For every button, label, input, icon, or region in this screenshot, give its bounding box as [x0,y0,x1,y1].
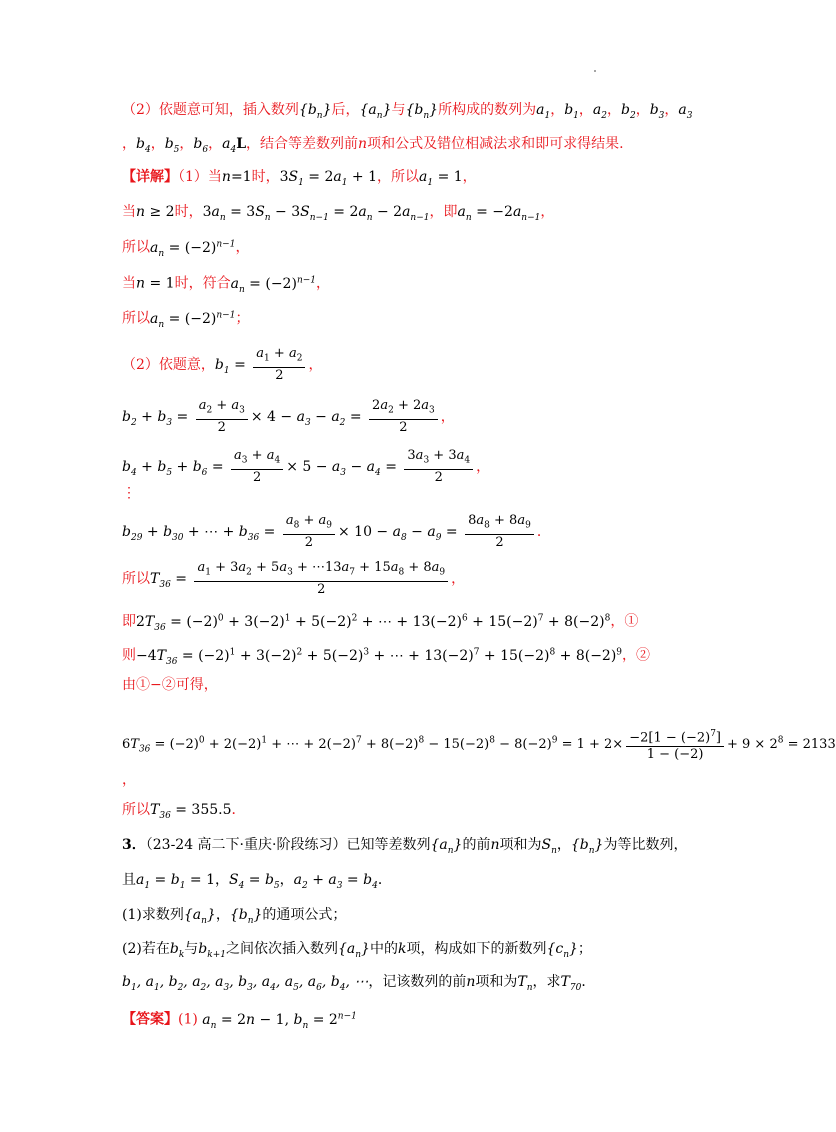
answer-line: 【答案】(1) $a_n = 2n - 1$, $b_n = 2^{n-1}$ [122,1011,357,1031]
answer-tag: 【答案】 [122,1011,178,1028]
p2-line-5: 所以$T_{36}$ = $\frac{a_1 + 3a_2 + 5a_3 + \cdots 13a_7 + 15a_8 + 8a_9}{2}$ ， [122,560,466,597]
vdots: ⋮ [122,485,136,501]
q3-line-3: (1)求数列$\{a_n\}$，$\{b_n\}$的通项公式； [122,907,347,926]
page-mark [594,70,596,72]
hint-line-2: ，$b_4$，$b_5$，$b_6$，$a_4L$，结合等差数列前n项和公式及错位相减法求和即可求得结果. [122,136,624,155]
detail-line-4: 当n = 1时，符合$a_n = (-2)^{n-1}$， [122,275,331,295]
p2-line-7: 则$-4T_{36} = (-2)^1 + 3(-2)^2 + 5(-2)^3$ + ⋯ + $13(-2)^7 + 15(-2)^8 + 8(-2)^9$，② [122,647,651,667]
p2-line-6: 即$2T_{36} = (-2)^0 + 3(-2)^1 + 5(-2)^2$ + ⋯ + $13(-2)^6 + 15(-2)^7 + 8(-2)^8$，① [122,613,639,633]
q3-line-4: (2)若在$b_k$与$b_{k+1}$之间依次插入数列$\{a_n\}$中的k项，构成如下的新数列$\{c_n\}$； [122,941,592,960]
p2-final: 所以$T_{36} = 355.5$． [122,802,246,821]
q3-line-5: $b_1$, $a_1$, $b_2$, $a_2$, $a_3$, $b_3$, $a_4$, $a_5$, $a_6$, $b_4$, ⋯，记该数列的前n项和为$T_n$，求$T_{70}$． [122,974,596,993]
p2-line-4: $b_{29} + b_{30}$ + ⋯ + $b_{36}$ = $\frac{a_8 + a_9}{2}$ × $10 - a_8 - a_9$ = $\frac{8a_8 + 8a_9}{2}$ ． [122,513,551,550]
hint-line-1: （2）依题意可知，插入数列$\{b_n\}$后，$\{a_n\}$与$\{b_n\}$所构成的数列为$a_1$，$b_1$，$a_2$，$b_2$，$b_3$，$a_3$ [122,102,693,121]
p2-line-2: $b_2 + b_3$ = $\frac{a_2 + a_3}{2}$ × $4 - a_3 - a_2$ = $\frac{2a_2 + 2a_3}{2}$ ， [122,398,455,435]
detail-line-3: 所以$a_n = (-2)^{n-1}$， [122,239,250,259]
p2-line-1: （2）依题意，$b_1$ = $\frac{a_1 + a_2}{2}$ ， [122,346,323,383]
p2-line-8: 由①−②可得， [122,677,218,693]
p2-line-3: $b_4 + b_5 + b_6$ = $\frac{a_3 + a_4}{2}$ × $5 - a_3 - a_4$ = $\frac{3a_3 + 3a_4}{2}$ ， [122,448,491,485]
p2-line-9: $6T_{36} = (-2)^0 + 2(-2)^1$ + ⋯ + $2(-2)^7 + 8(-2)^8 - 15(-2)^8 - 8(-2)^9 = 1 + 2\times$ $\frac{-2[1 - (-2)^7]}{1 - (-2)}$ + $9 \times 2^8 = 2133$ [122,729,836,763]
comma-line: ， [122,772,136,788]
detail-tag: 【详解】 [122,169,178,185]
detail-line-2: 当n ≥ 2时，$3a_n = 3S_n - 3S_{n-1} = 2a_n - 2a_{n-1}$，即$a_n = -2a_{n-1}$， [122,204,555,223]
detail-line-5: 所以$a_n = (-2)^{n-1}$； [122,310,250,330]
q3-line-1: 3．（23-24 高二下·重庆·阶段练习）已知等差数列$\{a_n\}$的前n项和为$S_n$，$\{b_n\}$为等比数列， [122,837,688,856]
q3-line-2: 且$a_1 = b_1 = 1$，$S_4 = b_5$，$a_2 + a_3 = b_4$． [122,872,392,891]
detail-line-1: 【详解】（1）当n=1时，$3S_1 = 2a_1 + 1$，所以$a_1 = 1$， [122,169,477,188]
